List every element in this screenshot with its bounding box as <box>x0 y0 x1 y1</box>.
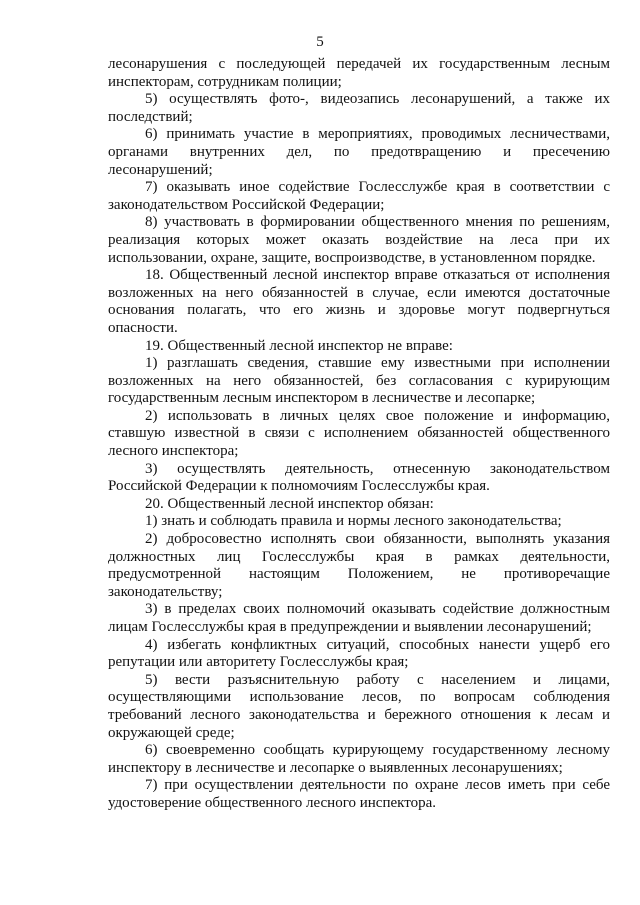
document-body <box>108 56 610 813</box>
paragraph-item-7: 7) оказывать иное содействие Гослесслужбе края в соответствии с законодательством Российской Федерации; <box>108 179 610 213</box>
paragraph-item-6: 6) принимать участие в мероприятиях, проводимых лесничествами, органами внутренних дел, по предотвращению и пресечению лесонарушений; <box>108 126 610 178</box>
paragraph-item-5: 5) осуществлять фото-, видеозапись лесонарушений, а также их последствий; <box>108 91 610 125</box>
paragraph-clause-19: 19. Общественный лесной инспектор не вправе: <box>145 337 453 354</box>
paragraph-clause-19-item-2: 2) использовать в личных целях свое положение и информацию, ставшую известной в связи с исполнением обязанностей общественного лесного инспектора; <box>108 407 610 460</box>
page-number: 5 <box>316 34 324 50</box>
paragraph-clause-18: 18. Общественный лесной инспектор вправе отказаться от исполнения возложенных на него обязанностей в случае, если имеются достаточные основания полагать, что его жизнь и здоровье могут подвергнуться опасности. <box>108 267 610 336</box>
paragraph-clause-19-item-1: 1) разглашать сведения, ставшие ему известными при исполнении возложенных на него обязанностей, без согласования с курирующим государственным лесным инспектором в лесничестве и лесопарке; <box>108 355 610 407</box>
paragraph-clause-20-item-1: 1) знать и соблюдать правила и нормы лесного законодательства; <box>145 513 562 530</box>
paragraph-continuation: лесонарушения с последующей передачей их государственным лесным инспекторам, сотрудникам полиции; <box>108 56 610 90</box>
paragraph-clause-20-item-2: 2) добросовестно исполнять свои обязанности, выполнять указания должностных лиц Гослесслужбы края в рамках деятельности, предусмотренной настоящим Положением, не противоречащие законодательству; <box>108 531 610 600</box>
paragraph-clause-20-item-7: 7) при осуществлении деятельности по охране лесов иметь при себе удостоверение общественного лесного инспектора. <box>108 777 610 811</box>
paragraph-clause-20: 20. Общественный лесной инспектор обязан: <box>145 495 434 512</box>
paragraph-clause-20-item-6: 6) своевременно сообщать курирующему государственному лесному инспектору в лесничестве и лесопарке о выявленных лесонарушениях; <box>108 742 610 776</box>
paragraph-clause-20-item-3: 3) в пределах своих полномочий оказывать содействие должностным лицам Гослесслужбы края в предупреждении и выявлении лесонарушений; <box>108 601 610 635</box>
paragraph-clause-19-item-3: 3) осуществлять деятельность, отнесенную законодательством Российской Федерации к полномочиям Гослесслужбы края. <box>108 460 610 495</box>
paragraph-clause-20-item-5: 5) вести разъяснительную работу с населением и лицами, осуществляющими использование лесов, по вопросам соблюдения требований лесного законодательства и бережного отношения к лесам и окружающей среде; <box>108 671 610 741</box>
paragraph-clause-20-item-4: 4) избегать конфликтных ситуаций, способных нанести ущерб его репутации или авторитету Гослесслужбы края; <box>108 636 610 671</box>
paragraph-item-8: 8) участвовать в формировании общественного мнения по решениям, реализация которых может оказать воздействие на леса при их использовании, охране, защите, воспроизводстве, в установленном порядке. <box>108 214 610 266</box>
